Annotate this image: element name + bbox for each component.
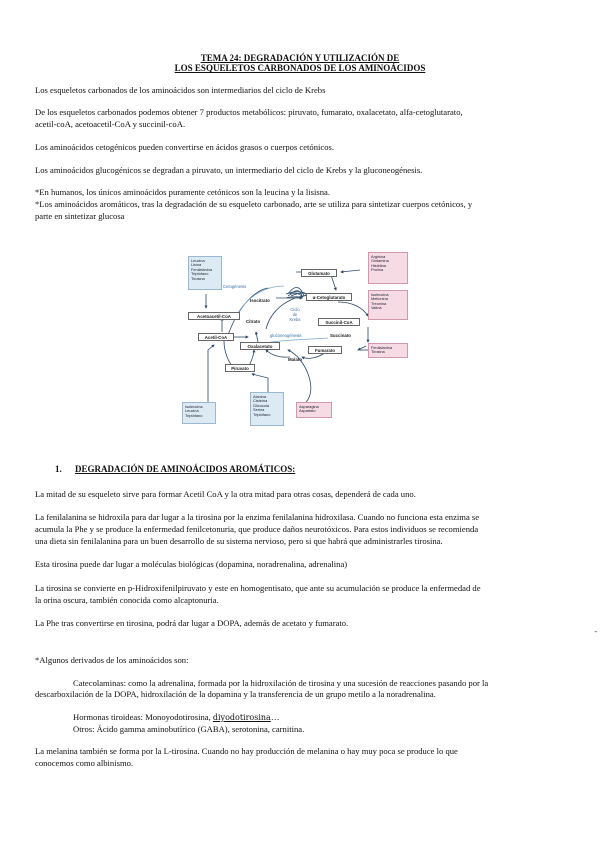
amino-acid-label: Tirosina <box>191 275 205 281</box>
pink-box-glutamato <box>368 252 408 284</box>
amino-acid-label: Isoleucina <box>371 291 389 297</box>
krebs-word: de <box>292 311 298 317</box>
intro-paragraph-1: Los esqueletos carbonados de los aminoácidos son intermediarios del ciclo de Krebs <box>35 85 326 95</box>
arrow-cetoglutarato-succinil <box>338 302 368 316</box>
blue-box-piruvato <box>250 392 284 426</box>
intro-paragraph-3: Los aminoácidos cetogénicos pueden convertirse en ácidos grasos o cuerpos cetónicos. <box>35 142 335 152</box>
arrow-succinato-fumarato <box>358 346 366 350</box>
title-line-1: TEMA 24: DEGRADACIÓN Y UTILIZACIÓN DE <box>200 53 400 63</box>
amino-acid-label: Triptófano <box>253 411 271 417</box>
section1-paragraph-1: La mitad de su esqueleto sirve para formar Acetil CoA y la otra mitad para otras cosas, dependerá de cada uno. <box>35 489 416 499</box>
section1-paragraph-4b: la orina oscura, también conocida como alcaptonuria. <box>35 595 219 605</box>
metabolite-succinato: Succinato <box>330 333 351 338</box>
intro-paragraph-2a: De los esqueletos carbonados podemos obtener 7 productos metabólicos: piruvato, fumarato, oxalacetato, alfa-cetoglutarato, <box>35 107 463 117</box>
amino-acid-label: Leucina <box>185 408 199 414</box>
metabolite-acetil-coa: Acetil-CoA <box>198 333 234 341</box>
amino-acid-label: Treonina <box>371 300 387 306</box>
metabolite-succinil-coa: Succinil-CoA <box>318 318 360 326</box>
label-gluconeogenesis: gluconeogénesis <box>270 333 302 338</box>
amino-acid-label: Glicocola <box>253 402 270 408</box>
amino-acid-label: Metionina <box>371 296 388 302</box>
amino-acid-label: Histidina <box>371 262 386 268</box>
section1-paragraph-6: *Algunos derivados de los aminoácidos son: <box>35 655 189 665</box>
section1-paragraph-2a: La fenilalanina se hidroxila para dar lugar a la tirosina por la enzima fenilalanina hidroxilasa. Cuando no funciona esta enzima se <box>35 512 480 522</box>
krebs-word: Ciclo <box>290 307 300 312</box>
metabolite-citrato: Citrato <box>246 319 261 324</box>
amino-acid-label: Tirosina <box>371 349 385 355</box>
amino-acid-krebs-diagram <box>178 250 418 430</box>
intro-paragraph-5: *En humanos, los únicos aminoácidos puramente cetónicos son la leucina y la lisisna. <box>35 187 330 197</box>
intro-paragraph-6b: parte en sintetizar glucosa <box>35 211 125 221</box>
blue-box-cetogenic <box>188 256 222 290</box>
amino-acid-label: Prolina <box>371 267 384 273</box>
amino-acid-label: Triptófano <box>191 271 209 277</box>
amino-acid-label: Alanina <box>253 393 266 399</box>
title-line-2: LOS ESQUELETOS CARBONADOS DE LOS AMINOÁCIDOS <box>174 63 426 73</box>
section1-paragraph-10a: La melanina también se forma por la L-tirosina. Cuando no hay producción de melanina o hay muy poca se produce lo que <box>35 746 458 756</box>
p8-underlined: diyodotirosina <box>212 713 271 722</box>
section1-paragraph-9: Otros: Ácido gamma aminobutírico (GABA), serotonina, carnitina. <box>73 724 305 734</box>
metabolite-piruvato: Piruvato <box>225 364 255 372</box>
arrow-malato-oxalacetato <box>266 350 290 357</box>
section1-paragraph-10b: conocemos como albinismo. <box>35 758 134 768</box>
metabolite-isocitrato: Isocitrato <box>250 298 270 303</box>
metabolite-glutamato: Glutamato <box>301 269 337 277</box>
blue-box-acetil <box>182 402 216 424</box>
section-heading: DEGRADACIÓN DE AMINOÁCIDOS AROMÁTICOS: <box>75 464 296 474</box>
amino-acid-label: Valina <box>371 305 382 311</box>
intro-paragraph-4: Los aminoácidos glucogénicos se degradan a piruvato, un intermediario del ciclo de Krebs y la gluconeogénesis. <box>35 165 423 175</box>
intro-paragraph-2b: acetil-coA, acetoacetil-CoA y succinil-coA. <box>35 119 186 129</box>
amino-acid-label: Fenilalanina <box>371 344 392 350</box>
margin-mark: - <box>594 627 597 636</box>
metabolite-acetoacetil-coa: Acetoacetil-CoA <box>188 312 240 320</box>
amino-acid-label: Arginina <box>371 253 386 259</box>
section1-paragraph-5: La Phe tras convertirse en tirosina, podrá dar lugar a DOPA, además de acetato y fumarato. <box>35 618 349 628</box>
arrow-oxalacetato-citrato <box>256 332 258 342</box>
intro-paragraph-6a: *Los aminoácidos aromáticos, tras la degradación de su esqueleto carbonado, arte se utiliza para sintetizar cuerpos cetónicos, y <box>35 199 473 209</box>
section1-paragraph-4a: La tirosina se convierte en p-Hidroxifenilpiruvato y este en homogentisato, que ante su acumulación se produce la enfermedad de <box>35 583 481 593</box>
section1-paragraph-8 <box>73 712 279 723</box>
amino-acid-label: Asparagina <box>299 403 319 409</box>
p8-prefix: Hormonas tiroideas: Monoyodotirosina, <box>73 712 213 722</box>
metabolite-fumarato: Fumarato <box>308 346 342 354</box>
amino-acid-label: Serina <box>253 407 265 413</box>
pink-box-fumarato <box>368 343 408 358</box>
section1-paragraph-2c: una dieta sin fenilalanina para un buen desarrollo de su sistema nervioso, pero si que habrá que administrarles tirosina. <box>35 536 443 546</box>
amino-acid-label: Aspartato <box>299 408 316 414</box>
amino-acid-label: Glutamina <box>371 258 389 264</box>
amino-acid-label: Fenilalanina <box>191 266 212 272</box>
krebs-word: Krebs <box>289 316 301 322</box>
section1-paragraph-3: Esta tirosina puede dar lugar a moléculas biológicas (dopamina, noradrenalina, adrenalina) <box>35 559 348 569</box>
amino-acid-label: Isoleucina <box>185 403 203 409</box>
metabolite-oxalacetato: Oxalacetato <box>240 342 280 350</box>
section1-paragraph-2b: acumula la Phe y se produce la enfermedad fenilcetonuria, que produce daños neurotóxicos. Para estos individuos se recomienda <box>35 524 479 534</box>
pink-box-succinil <box>368 290 408 320</box>
pink-box-oxalacetato <box>296 402 332 418</box>
metabolite-malato: Malato <box>288 357 302 362</box>
amino-acid-label: Triptófano <box>185 412 203 418</box>
amino-acid-label: Lisina <box>191 262 202 268</box>
label-krebs-cycle <box>288 308 302 322</box>
metabolite-cetoglutarato: α-Cetoglutarato <box>306 293 352 301</box>
section-number: 1. <box>55 464 62 474</box>
label-cetogenesis: Cetogénesis <box>223 284 247 289</box>
amino-acid-label: Cisteína <box>253 398 268 404</box>
section1-paragraph-7a: Catecolaminas: como la adrenalina, formada por la hidroxilación de tirosina y una sucesión de reacciones pasando por la <box>73 678 489 688</box>
amino-acid-label: Leucina <box>191 257 205 263</box>
p8-suffix: … <box>270 712 280 722</box>
section1-paragraph-7b: descarboxilación de la DOPA, hidroxilación de la dopamina y la transferencia de un grupo metilo a la noradrenalina. <box>35 689 436 699</box>
